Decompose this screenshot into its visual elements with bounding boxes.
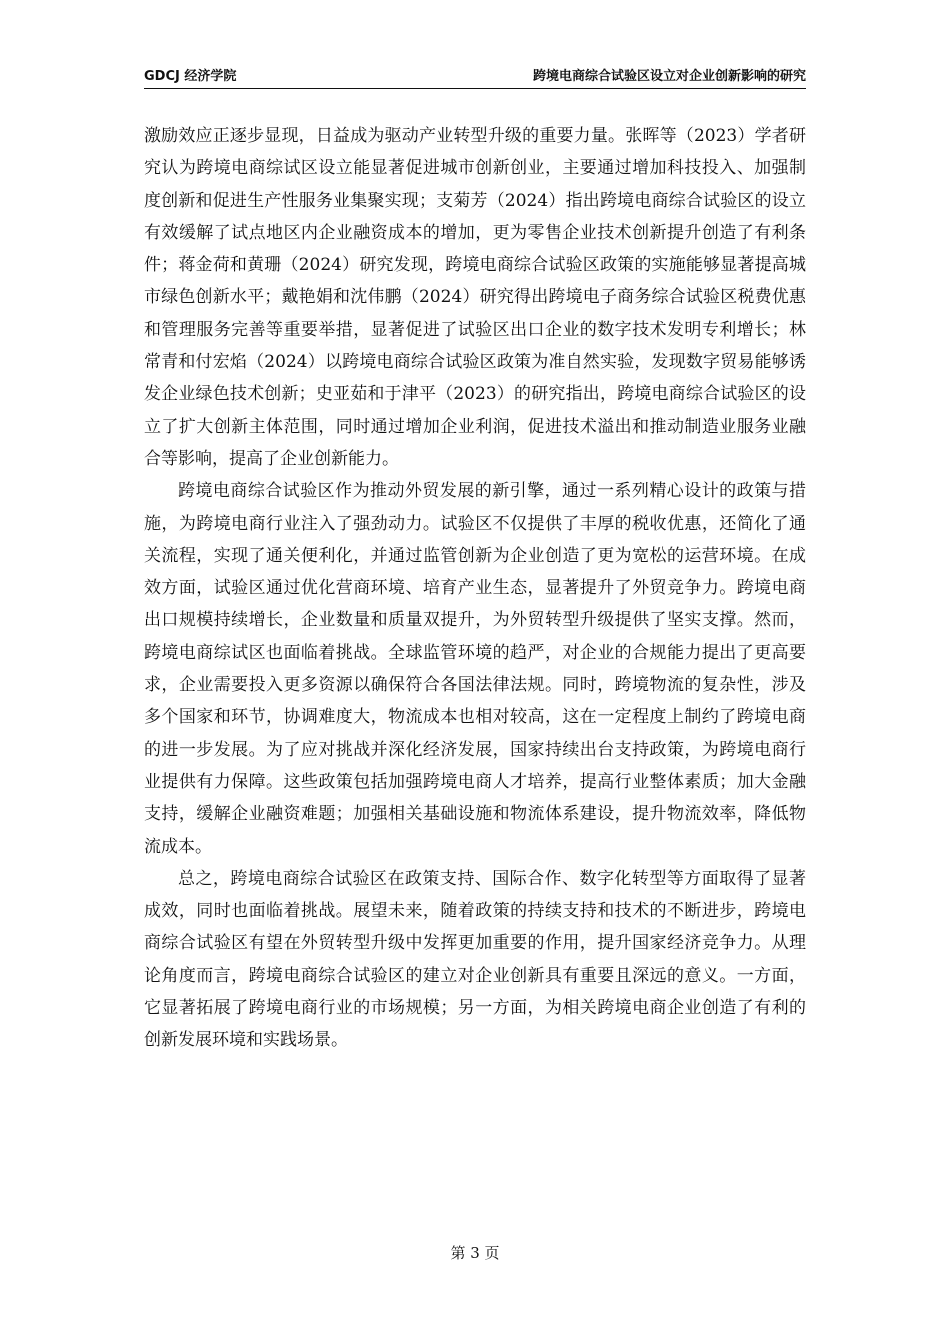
paragraph-continued: 激励效应正逐步显现，日益成为驱动产业转型升级的重要力量。张晖等（2023）学者研究认为跨境电商综试区设立能显著促进城市创新创业，主要通过增加科技投入、加强制度创新和促进生产性服务业集聚实现；支菊芳（2024）指出跨境电商综合试验区的设立有效缓解了试点地区内企业融资成本的增加，更为零售企业技术创新提升创造了有利条件；蒋金荷和黄珊（2024）研究发现，跨境电商综合试验区政策的实施能够显著提高城市绿色创新水平；戴艳娟和沈伟鹏（2024）研究得出跨境电子商务综合试验区税费优惠和管理服务完善等重要举措，显著促进了试验区出口企业的数字技术发明专利增长；林常青和付宏焰（2024）以跨境电商综合试验区政策为准自然实验，发现数字贸易能够诱发企业绿色技术创新；史亚茹和于津平（2023）的研究指出，跨境电商综合试验区的设立了扩大创新主体范围，同时通过增加企业利润，促进技术溢出和推动制造业服务业融合等影响，提高了企业创新能力。: [144, 126, 806, 469]
page-header: [144, 66, 806, 89]
header-thesis-title: 跨境电商综合试验区设立对企业创新影响的研究: [532, 69, 806, 84]
body-text: [144, 120, 806, 1057]
paragraph: 跨境电商综合试验区作为推动外贸发展的新引擎，通过一系列精心设计的政策与措施，为跨境电商行业注入了强劲动力。试验区不仅提供了丰厚的税收优惠，还简化了通关流程，实现了通关便利化，并通过监管创新为企业创造了更为宽松的运营环境。在成效方面，试验区通过优化营商环境、培育产业生态，显著提升了外贸竞争力。跨境电商出口规模持续增长，企业数量和质量双提升，为外贸转型升级提供了坚实支撑。然而，跨境电商综试区也面临着挑战。全球监管环境的趋严，对企业的合规能力提出了更高要求，企业需要投入更多资源以确保符合各国法律法规。同时，跨境物流的复杂性，涉及多个国家和环节，协调难度大，物流成本也相对较高，这在一定程度上制约了跨境电商的进一步发展。为了应对挑战并深化经济发展，国家持续出台支持政策，为跨境电商行业提供有力保障。这些政策包括加强跨境电商人才培养，提高行业整体素质；加大金融支持，缓解企业融资难题；加强相关基础设施和物流体系建设，提升物流效率，降低物流成本。: [144, 481, 806, 857]
header-institution: GDCJ 经济学院: [144, 69, 237, 84]
page-number: 第 3 页: [450, 1244, 500, 1262]
paragraph: 总之，跨境电商综合试验区在政策支持、国际合作、数字化转型等方面取得了显著成效，同时也面临着挑战。展望未来，随着政策的持续支持和技术的不断进步，跨境电商综合试验区有望在外贸转型升级中发挥更加重要的作用，提升国家经济竞争力。从理论角度而言，跨境电商综合试验区的建立对企业创新具有重要且深远的意义。一方面，它显著拓展了跨境电商行业的市场规模；另一方面，为相关跨境电商企业创造了有利的创新发展环境和实践场景。: [144, 868, 806, 1051]
